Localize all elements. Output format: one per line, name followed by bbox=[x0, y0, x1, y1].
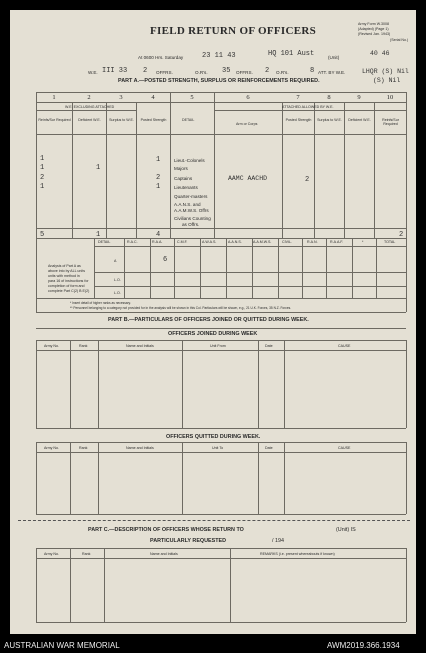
offrs-label-2: OFFRS. bbox=[236, 70, 253, 75]
col-number: 1 bbox=[52, 94, 56, 101]
col-number: 4 bbox=[151, 94, 155, 101]
col-head: Posted Strength bbox=[140, 118, 167, 122]
detail-row: Quarter-masters bbox=[174, 194, 208, 199]
col-number: 6 bbox=[246, 94, 250, 101]
col4-value: 1 bbox=[156, 183, 161, 191]
col-head: Reinfs/Sur Required bbox=[38, 118, 71, 122]
offrs-value-1: 2 bbox=[143, 67, 148, 75]
serial-value: 40 46 bbox=[370, 50, 390, 57]
col-number: 7 bbox=[296, 94, 300, 101]
quitted-col: CAUSE bbox=[338, 446, 351, 450]
quitted-col: Rank bbox=[79, 446, 88, 450]
summary-row-label: L.O. bbox=[114, 291, 121, 295]
total-col1: 5 bbox=[40, 231, 45, 239]
attached-by-we-label: ATTACHED ALLOWED BY W.E. bbox=[282, 105, 334, 109]
analysis-text: completion of form and bbox=[48, 284, 85, 288]
part-c-heading: PART C.—DESCRIPTION OF OFFICERS WHOSE RETURN TO bbox=[88, 527, 244, 533]
part-c-col: Rank bbox=[82, 552, 91, 556]
summary-col: A.W.A.S. bbox=[202, 240, 217, 244]
detail-row: Civilians Counting bbox=[174, 216, 211, 221]
summary-a-value: 6 bbox=[163, 256, 168, 264]
summary-row-label: L.O. bbox=[114, 278, 121, 282]
analysis-text: units with method in bbox=[48, 274, 80, 278]
col1-value: 1 bbox=[40, 164, 45, 172]
att-value: 8 bbox=[310, 67, 315, 75]
offrs-value-2: 35 bbox=[222, 67, 231, 75]
summary-col: TOTAL bbox=[384, 240, 396, 244]
unit-label: (Unit) bbox=[328, 55, 340, 60]
form-adapted: (Adapted) (Page 1) bbox=[358, 27, 389, 31]
col-head: Posted Strength bbox=[285, 118, 312, 122]
col-head: Deficient W.E. bbox=[348, 118, 371, 122]
footnote: ** Personnel belonging to a category not provided for in the analysis will be shown in this Col. Particulars will be shown, e.g., 21 U.K. Forces, 35 N.Z. Forces. bbox=[70, 306, 292, 310]
form-number: Army Form W.3008 bbox=[358, 22, 389, 26]
col-number: 8 bbox=[327, 94, 331, 101]
joined-col: Date bbox=[265, 344, 273, 348]
analysis-text: Analysis of Part A as bbox=[48, 264, 81, 268]
att-label: ATT. BY W.E. bbox=[318, 70, 346, 75]
col-head: Surplus to W.E. bbox=[109, 118, 134, 122]
we-excluding-label: W.E. EXCLUDING ATTACHED bbox=[65, 105, 115, 109]
corps-value: AAMC AACHD bbox=[228, 175, 268, 182]
detail-row: A.A.M.W.S. Offrs bbox=[174, 208, 209, 213]
part-c-heading-2: PARTICULARLY REQUESTED bbox=[150, 538, 226, 544]
detail-row: as Offrs. bbox=[182, 222, 200, 227]
quitted-col: Date bbox=[265, 446, 273, 450]
detail-row: Captains bbox=[174, 176, 193, 181]
quitted-col: Army No. bbox=[44, 446, 59, 450]
lhqr-value-2: (S) Nil bbox=[373, 77, 401, 84]
col-head: DETAIL bbox=[182, 118, 195, 122]
serial-label: (Serial No.) bbox=[390, 38, 409, 42]
analysis-text: complete Part C(2) B E(2) bbox=[48, 289, 90, 293]
col-head: Deficient W.E. bbox=[78, 118, 101, 122]
total-col2: 1 bbox=[96, 231, 101, 239]
col1-value: 1 bbox=[40, 183, 45, 191]
quitted-col: Unit To bbox=[212, 446, 224, 450]
col4-value: 1 bbox=[156, 156, 161, 164]
unit-value: HQ 101 Aust bbox=[268, 50, 315, 58]
quitted-col: Name and Initials bbox=[126, 446, 154, 450]
footnote: * Insert detail of higher ranks as necessary. bbox=[70, 301, 131, 305]
joined-heading: OFFICERS JOINED DURING WEEK bbox=[168, 331, 258, 337]
joined-col: Rank bbox=[79, 344, 88, 348]
summary-col: R.A.A. bbox=[152, 240, 163, 244]
joined-col: Name and Initials bbox=[126, 344, 154, 348]
archive-caption-left: AUSTRALIAN WAR MEMORIAL bbox=[4, 641, 120, 650]
detail-row: Majors bbox=[174, 166, 188, 171]
total-col10: 2 bbox=[399, 231, 404, 239]
quitted-heading: OFFICERS QUITTED DURING WEEK. bbox=[166, 434, 261, 440]
summary-col: A.A.N.S. bbox=[228, 240, 242, 244]
analysis-text: para 16 of instructions for bbox=[48, 279, 89, 283]
col4-value: 2 bbox=[156, 174, 161, 182]
col2-value: 1 bbox=[96, 164, 101, 172]
form-paper bbox=[10, 10, 416, 634]
detail-row: Lieutenants bbox=[174, 185, 198, 190]
form-revised: (Revised Jan. 1943) bbox=[358, 32, 391, 36]
part-c-unit-label: (Unit) IS bbox=[336, 527, 356, 533]
col-number: 10 bbox=[386, 94, 394, 101]
col-number: 3 bbox=[119, 94, 123, 101]
part-b-heading: PART B.—PARTICULARS OF OFFICERS JOINED OR QUITTED DURING WEEK. bbox=[108, 317, 309, 323]
summary-col: R.A.N. bbox=[307, 240, 318, 244]
summary-col: A.A.M.W.S. bbox=[253, 240, 272, 244]
joined-col: Army No. bbox=[44, 344, 59, 348]
part-a-heading: PART A.—POSTED STRENGTH, SURPLUS OR REINFORCEMENTS REQUIRED. bbox=[118, 78, 320, 84]
part-c-date: / 194 bbox=[272, 538, 284, 544]
we-value: III 33 bbox=[102, 67, 128, 75]
detail-row: A.A.N.S. and bbox=[174, 202, 201, 207]
archive-caption-right: AWM2019.366.1934 bbox=[327, 641, 400, 650]
form-title: FIELD RETURN OF OFFICERS bbox=[150, 25, 317, 37]
summary-col: R.A.A.F. bbox=[330, 240, 344, 244]
lhqr-value: LHQR (S) Nil bbox=[362, 68, 409, 75]
analysis-text: above into by ALL units bbox=[48, 269, 86, 273]
col-head: Arm or Corps bbox=[236, 122, 258, 126]
joined-col: CAUSE bbox=[338, 344, 351, 348]
summary-col: CIVIL. bbox=[282, 240, 292, 244]
perforation-line bbox=[18, 520, 410, 521]
col7-value: 2 bbox=[305, 176, 310, 184]
or-value: 2 bbox=[265, 67, 270, 75]
col1-value: 1 bbox=[40, 155, 45, 163]
col1-value: 2 bbox=[40, 174, 45, 182]
we-label: W.E. bbox=[88, 70, 98, 75]
total-col4: 4 bbox=[156, 231, 161, 239]
col-number: 5 bbox=[190, 94, 194, 101]
at-line: At 0600 Hrs. Saturday bbox=[138, 55, 184, 60]
or-label: O.R's. bbox=[195, 70, 208, 75]
col-head: Surplus to W.E. bbox=[317, 118, 342, 122]
summary-col: R.A.C. bbox=[127, 240, 138, 244]
offrs-label: OFFRS. bbox=[156, 70, 173, 75]
part-c-col: REMARKS (i.e. present whereabouts if known) bbox=[260, 552, 335, 556]
summary-col: C.M.F. bbox=[177, 240, 188, 244]
part-c-col: Name and Initials bbox=[150, 552, 178, 556]
summary-col: DETAIL bbox=[98, 240, 111, 244]
or-label-2: O.R's. bbox=[276, 70, 289, 75]
detail-row: Lieut.-Colonels bbox=[174, 158, 205, 163]
col-head: Reinfs/Sur Required bbox=[382, 118, 399, 126]
summary-row-label: A bbox=[114, 259, 117, 263]
col-number: 9 bbox=[357, 94, 361, 101]
col-number: 2 bbox=[87, 94, 91, 101]
date-value: 23 11 43 bbox=[202, 52, 236, 60]
summary-col: * bbox=[362, 240, 364, 244]
joined-col: Unit From bbox=[210, 344, 226, 348]
part-c-col: Army No. bbox=[44, 552, 59, 556]
